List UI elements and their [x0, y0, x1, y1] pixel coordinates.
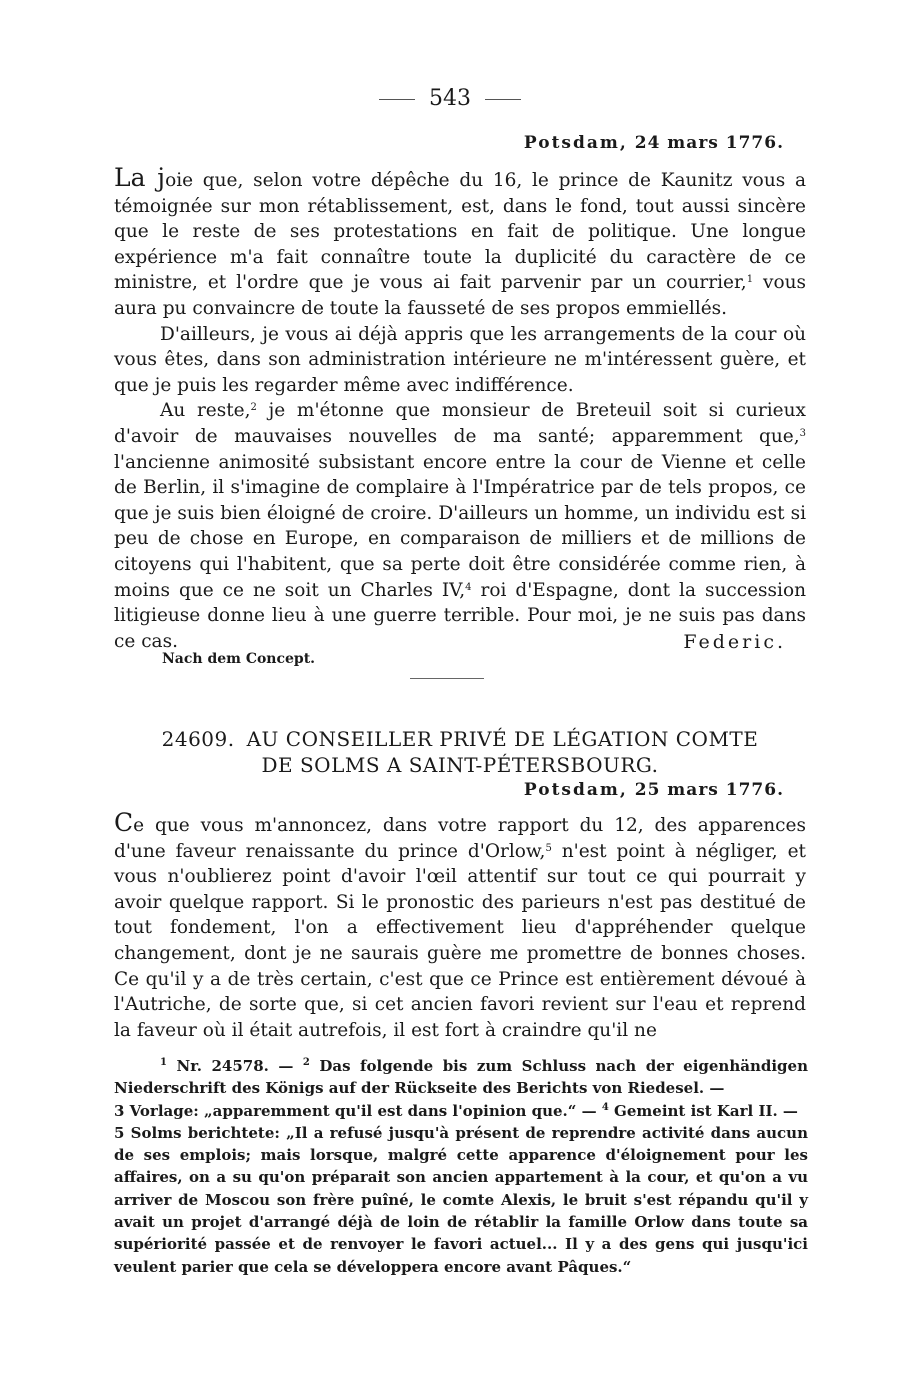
section-separator [410, 678, 484, 679]
header-rule-right [485, 99, 521, 100]
page-number: 543 [429, 86, 471, 111]
letter1-dateline [524, 133, 784, 153]
letter2-number: 24609. [161, 727, 235, 751]
letter2-dateline [524, 780, 784, 800]
letter1-place: Potsdam, [523, 133, 628, 153]
letter2-heading [114, 726, 806, 778]
letter1-paragraph-1: La joie que, selon votre dépêche du 16, le prince de Kaunitz vous a témoignée sur mon rétablissement, est, dans le fond, tout aussi sincère que le reste de ses protestations en fait de politique. Une longue expérience m'a fait connaître toute la duplicité du caractère de ce ministre, et l'ordre que je vous ai fait parvenir par un courrier,$^1$ vous aura pu convaincre de toute la fausseté de ses propos emmiellés. [114, 163, 806, 319]
footnote-ref-3: 3 [799, 427, 806, 439]
footnotes [114, 1055, 808, 1278]
header-rule-left [379, 99, 415, 100]
footnote-ref-4: 4 [465, 581, 472, 593]
letter1-paragraph-2: D'ailleurs, je vous ai déjà appris que les arrangements de la cour où vous êtes, dans son administration intérieure ne m'intéressent guère, et que je puis les regarder même avec indifférence. [114, 323, 806, 396]
footnote-ref-1: 1 [746, 274, 754, 286]
letter2-initial: C [114, 808, 134, 837]
page-header [0, 86, 900, 111]
footnote-3-4: 3 Vorlage: „apparemment qu'il est dans l'opinion que.“ — $^4$ Gemeint ist Karl II. — [114, 1101, 798, 1120]
letter2-paragraph-1: Ce que vous m'annoncez, dans votre rapport du 12, des apparences d'une faveur renaissante du prince d'Orlow,$^5$ n'est point à négliger, et vous n'oublierez point d'avoir l'œil attentif sur tout ce qui pourrait y avoir quelque rapport. Si le pronostic des parieurs n'est pas destitué de tout fondement, l'on a effectivement lieu d'appréhender quelque changement, dont je ne saurais guère me promettre de bonnes choses. Ce qu'il y a de très certain, c'est que ce Prince est entièrement dévoué à l'Autriche, de sorte que, si cet ancien favori revient sur l'eau et reprend la faveur où il était autrefois, il est fort à craindre qu'il ne [114, 808, 806, 1041]
footnote-ref-5: 5 [545, 842, 552, 854]
footnote-5: 5 Solms berichtete: „Il a refusé jusqu'à présent de reprendre activité dans aucun de ses emplois; mais lorsque, malgré cette apparence d'éloignement pour les affaires, on a su qu'on préparait son ancien appartement à la cour, et qu'on a vu arriver de Moscou son frère puîné, le comte Alexis, le bruit s'est répandu qu'il y avait un projet d'arrangé déjà de loin de rétablir la famille Orlow dans toute sa supériorité passée et de renvoyer le favori actuel... Il y a des gens qui jusqu'ici veulent parier que cela se développera encore avant Pâques.“ [114, 1123, 808, 1276]
letter2-place: Potsdam, [523, 780, 628, 800]
letter2-body [114, 810, 806, 1043]
letter2-date: 25 mars 1776. [634, 780, 784, 800]
letter2-heading-line-2: DE SOLMS A SAINT-PÉTERSBOURG. [261, 753, 659, 777]
letter1-body [114, 165, 806, 654]
footnote-1-2: $^1$ Nr. 24578. — $^2$ Das folgende bis zum Schluss nach der eigenhändigen Niederschrift des Königs auf der Rückseite des Berichts von Riedesel. — [114, 1057, 808, 1098]
letter1-source-note: Nach dem Concept. [162, 651, 316, 667]
footnote-ref-2: 2 [250, 402, 257, 414]
letter1-signature: Federic. [683, 631, 786, 653]
letter2-heading-line-1: 24609. AU CONSEILLER PRIVÉ DE LÉGATION COMTE [161, 727, 759, 751]
letter1-initial: La j [114, 163, 166, 192]
letter1-date: 24 mars 1776. [634, 133, 784, 153]
letter1-paragraph-3: Au reste,$^2$ je m'étonne que monsieur de Breteuil soit si curieux d'avoir de mauvaises nouvelles de ma santé; apparemment que,$^3$ l'ancienne animosité subsistant encore entre la cour de Vienne et celle de Berlin, il s'imagine de complaire à l'Impératrice par de tels propos, ce que je suis bien éloigné de croire. D'ailleurs un homme, un individu est si peu de chose en Europe, en comparaison de milliers et de millions de citoyens qui l'habitent, que sa perte doit être considérée comme rien, à moins que ce ne soit un Charles IV,$^4$ roi d'Espagne, dont la succession litigieuse donne lieu à une guerre terrible. Pour moi, je ne suis pas dans ce cas. [114, 400, 807, 652]
